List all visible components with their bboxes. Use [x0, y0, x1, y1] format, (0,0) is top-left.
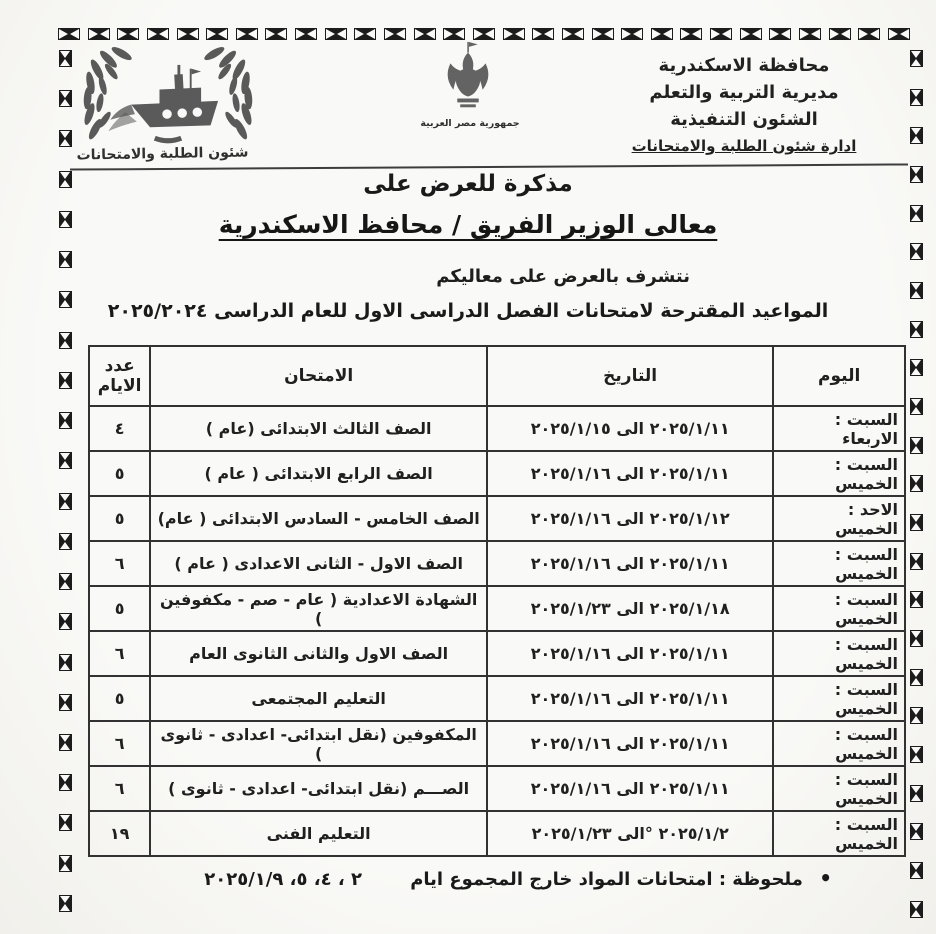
cell-date: ٢٠٢٥/١/١١ الى ٢٠٢٥/١/١٦: [487, 541, 773, 586]
cell-exam: الصف الخامس - السادس الابتدائى ( عام): [150, 496, 487, 541]
cell-date: ٢٠٢٥/١/١١ الى ٢٠٢٥/١/١٦: [487, 721, 773, 766]
cell-days: ٥: [89, 496, 150, 541]
border-motif-icon: [910, 50, 923, 67]
table-row: [89, 766, 905, 811]
border-motif-icon: [473, 28, 495, 40]
cell-days: ٦: [89, 766, 150, 811]
cell-date: ٢٠٢٥/١/١٨ الى ٢٠٢٥/١/٢٣: [487, 586, 773, 631]
cell-day: السبت : الخميس: [773, 721, 905, 766]
ship-wreath-logo: [68, 46, 268, 150]
table-row: [89, 676, 905, 721]
salutation-line: نتشرف بالعرض على معاليكم: [436, 266, 690, 287]
cell-days: ٦: [89, 721, 150, 766]
cell-days: ٥: [89, 451, 150, 496]
border-motif-icon: [910, 359, 923, 376]
cell-exam: المكفوفين (نقل ابتدائى- اعدادى - ثانوى ): [150, 721, 487, 766]
border-motif-icon: [59, 372, 72, 389]
border-motif-icon: [59, 654, 72, 671]
border-motif-icon: [354, 28, 376, 40]
border-motif-icon: [88, 28, 110, 40]
border-motif-icon: [265, 28, 287, 40]
table-row: [89, 406, 905, 451]
cell-day: السبت : الخميس: [773, 451, 905, 496]
center-emblem-caption: جمهورية مصر العربية: [420, 118, 520, 129]
border-motif-icon: [621, 28, 643, 40]
exam-table-body: [89, 406, 905, 856]
border-motif-icon: [117, 28, 139, 40]
column-header-days-count: عدد الايام: [89, 346, 150, 406]
border-motif-icon: [910, 901, 923, 918]
border-motif-icon: [58, 28, 80, 40]
table-row: [89, 496, 905, 541]
cell-days: ١٩: [89, 811, 150, 856]
border-motif-icon: [562, 28, 584, 40]
cell-date: ٢٠٢٥/١/٢ °الى ٢٠٢٥/١/٢٣: [487, 811, 773, 856]
cell-exam: الصف الثالث الابتدائى (عام ): [150, 406, 487, 451]
decorative-border-top: [58, 27, 910, 41]
cell-day: السبت : الخميس: [773, 541, 905, 586]
ship-wreath-icon: [68, 46, 268, 150]
table-row: [89, 586, 905, 631]
border-motif-icon: [910, 785, 923, 802]
border-motif-icon: [910, 321, 923, 338]
border-motif-icon: [910, 398, 923, 415]
cell-exam: الصف الرابع الابتدائى ( عام ): [150, 451, 487, 496]
border-motif-icon: [59, 855, 72, 872]
border-motif-icon: [888, 28, 910, 40]
note-dates: ٢ ، ٤، ٥، ٢٠٢٥/١/٩: [204, 869, 362, 890]
border-motif-icon: [910, 553, 923, 570]
border-motif-icon: [910, 823, 923, 840]
border-motif-icon: [910, 746, 923, 763]
border-motif-icon: [443, 28, 465, 40]
org-block: [594, 52, 894, 159]
cell-exam: التعليم المجتمعى: [150, 676, 487, 721]
table-row: [89, 721, 905, 766]
cell-days: ٦: [89, 541, 150, 586]
border-motif-icon: [177, 28, 199, 40]
cell-date: ٢٠٢٥/١/١١ الى ٢٠٢٥/١/١٦: [487, 631, 773, 676]
border-motif-icon: [59, 573, 72, 590]
table-row: [89, 541, 905, 586]
header-divider: [70, 163, 908, 170]
memo-title: مذكرة للعرض على: [363, 171, 573, 197]
cell-days: ٤: [89, 406, 150, 451]
org-line-executive-affairs: الشئون التنفيذية: [670, 109, 818, 130]
border-motif-icon: [147, 28, 169, 40]
border-motif-icon: [59, 533, 72, 550]
cell-exam: التعليم الفنى: [150, 811, 487, 856]
exam-schedule-table: [88, 345, 906, 857]
border-motif-icon: [59, 251, 72, 268]
note-label: ملحوظة :: [718, 869, 803, 890]
eagle-emblem: [420, 40, 520, 120]
table-row: [89, 811, 905, 856]
column-header-date: التاريخ: [487, 346, 773, 406]
cell-day: السبت : الخميس: [773, 811, 905, 856]
cell-day: السبت : الخميس: [773, 676, 905, 721]
border-motif-icon: [59, 493, 72, 510]
cell-day: السبت : الخميس: [773, 586, 905, 631]
border-motif-icon: [910, 127, 923, 144]
border-motif-icon: [651, 28, 673, 40]
cell-date: ٢٠٢٥/١/١١ الى ٢٠٢٥/١/١٥: [487, 406, 773, 451]
border-motif-icon: [680, 28, 702, 40]
table-header-row: [89, 346, 905, 406]
table-row: [89, 451, 905, 496]
border-motif-icon: [414, 28, 436, 40]
column-header-day: اليوم: [773, 346, 905, 406]
border-motif-icon: [910, 591, 923, 608]
eagle-icon: [420, 40, 516, 118]
note-text: امتحانات المواد خارج المجموع ايام: [410, 869, 713, 890]
cell-days: ٥: [89, 586, 150, 631]
border-motif-icon: [206, 28, 228, 40]
border-motif-icon: [910, 475, 923, 492]
cell-date: ٢٠٢٥/١/١١ الى ٢٠٢٥/١/١٦: [487, 676, 773, 721]
cell-days: ٦: [89, 631, 150, 676]
border-motif-icon: [59, 734, 72, 751]
border-motif-icon: [910, 669, 923, 686]
cell-exam: الشهادة الاعدادية ( عام - صم - مكفوفين ): [150, 586, 487, 631]
cell-date: ٢٠٢٥/١/١٢ الى ٢٠٢٥/١/١٦: [487, 496, 773, 541]
border-motif-icon: [910, 862, 923, 879]
cell-date: ٢٠٢٥/١/١١ الى ٢٠٢٥/١/١٦: [487, 766, 773, 811]
cell-exam: الصـــم (نقل ابتدائى- اعدادى - ثانوى ): [150, 766, 487, 811]
border-motif-icon: [59, 694, 72, 711]
border-motif-icon: [325, 28, 347, 40]
border-motif-icon: [384, 28, 406, 40]
border-motif-icon: [799, 28, 821, 40]
note-bullet: •: [819, 866, 832, 890]
border-motif-icon: [910, 514, 923, 531]
cell-day: السبت : الخميس: [773, 766, 905, 811]
org-line-governorate: محافظة الاسكندرية: [658, 55, 830, 76]
cell-date: ٢٠٢٥/١/١١ الى ٢٠٢٥/١/١٦: [487, 451, 773, 496]
cell-day: السبت : الاربعاء: [773, 406, 905, 451]
border-motif-icon: [532, 28, 554, 40]
border-motif-icon: [829, 28, 851, 40]
border-motif-icon: [59, 895, 72, 912]
border-motif-icon: [910, 630, 923, 647]
border-motif-icon: [59, 412, 72, 429]
border-motif-icon: [740, 28, 762, 40]
border-motif-icon: [769, 28, 791, 40]
cell-day: السبت : الخميس: [773, 631, 905, 676]
border-motif-icon: [910, 243, 923, 260]
table-row: [89, 631, 905, 676]
column-header-exam: الامتحان: [150, 346, 487, 406]
border-motif-icon: [910, 707, 923, 724]
cell-exam: الصف الاول - الثانى الاعدادى ( عام ): [150, 541, 487, 586]
border-motif-icon: [59, 613, 72, 630]
border-motif-icon: [858, 28, 880, 40]
border-motif-icon: [503, 28, 525, 40]
addressee-line: معالى الوزير الفريق / محافظ الاسكندرية: [218, 210, 718, 239]
border-motif-icon: [910, 437, 923, 454]
cell-day: الاحد : الخميس: [773, 496, 905, 541]
border-motif-icon: [910, 89, 923, 106]
cell-days: ٥: [89, 676, 150, 721]
border-motif-icon: [59, 814, 72, 831]
org-line-directorate: مديرية التربية والتعلم: [649, 82, 839, 103]
border-motif-icon: [59, 452, 72, 469]
org-line-exams-administration: ادارة شئون الطلبة والامتحانات: [631, 137, 857, 155]
footer-note: [204, 866, 832, 890]
border-motif-icon: [59, 774, 72, 791]
subject-line: المواعيد المقترحة لامتحانات الفصل الدراسى الاول للعام الدراسى ٢٠٢٥/٢٠٢٤: [107, 300, 829, 322]
border-motif-icon: [710, 28, 732, 40]
border-motif-icon: [910, 282, 923, 299]
left-emblem-caption: شئون الطلبة والامتحانات: [76, 144, 249, 164]
border-motif-icon: [592, 28, 614, 40]
border-motif-icon: [236, 28, 258, 40]
border-motif-icon: [295, 28, 317, 40]
border-motif-icon: [59, 332, 72, 349]
cell-exam: الصف الاول والثانى الثانوى العام: [150, 631, 487, 676]
